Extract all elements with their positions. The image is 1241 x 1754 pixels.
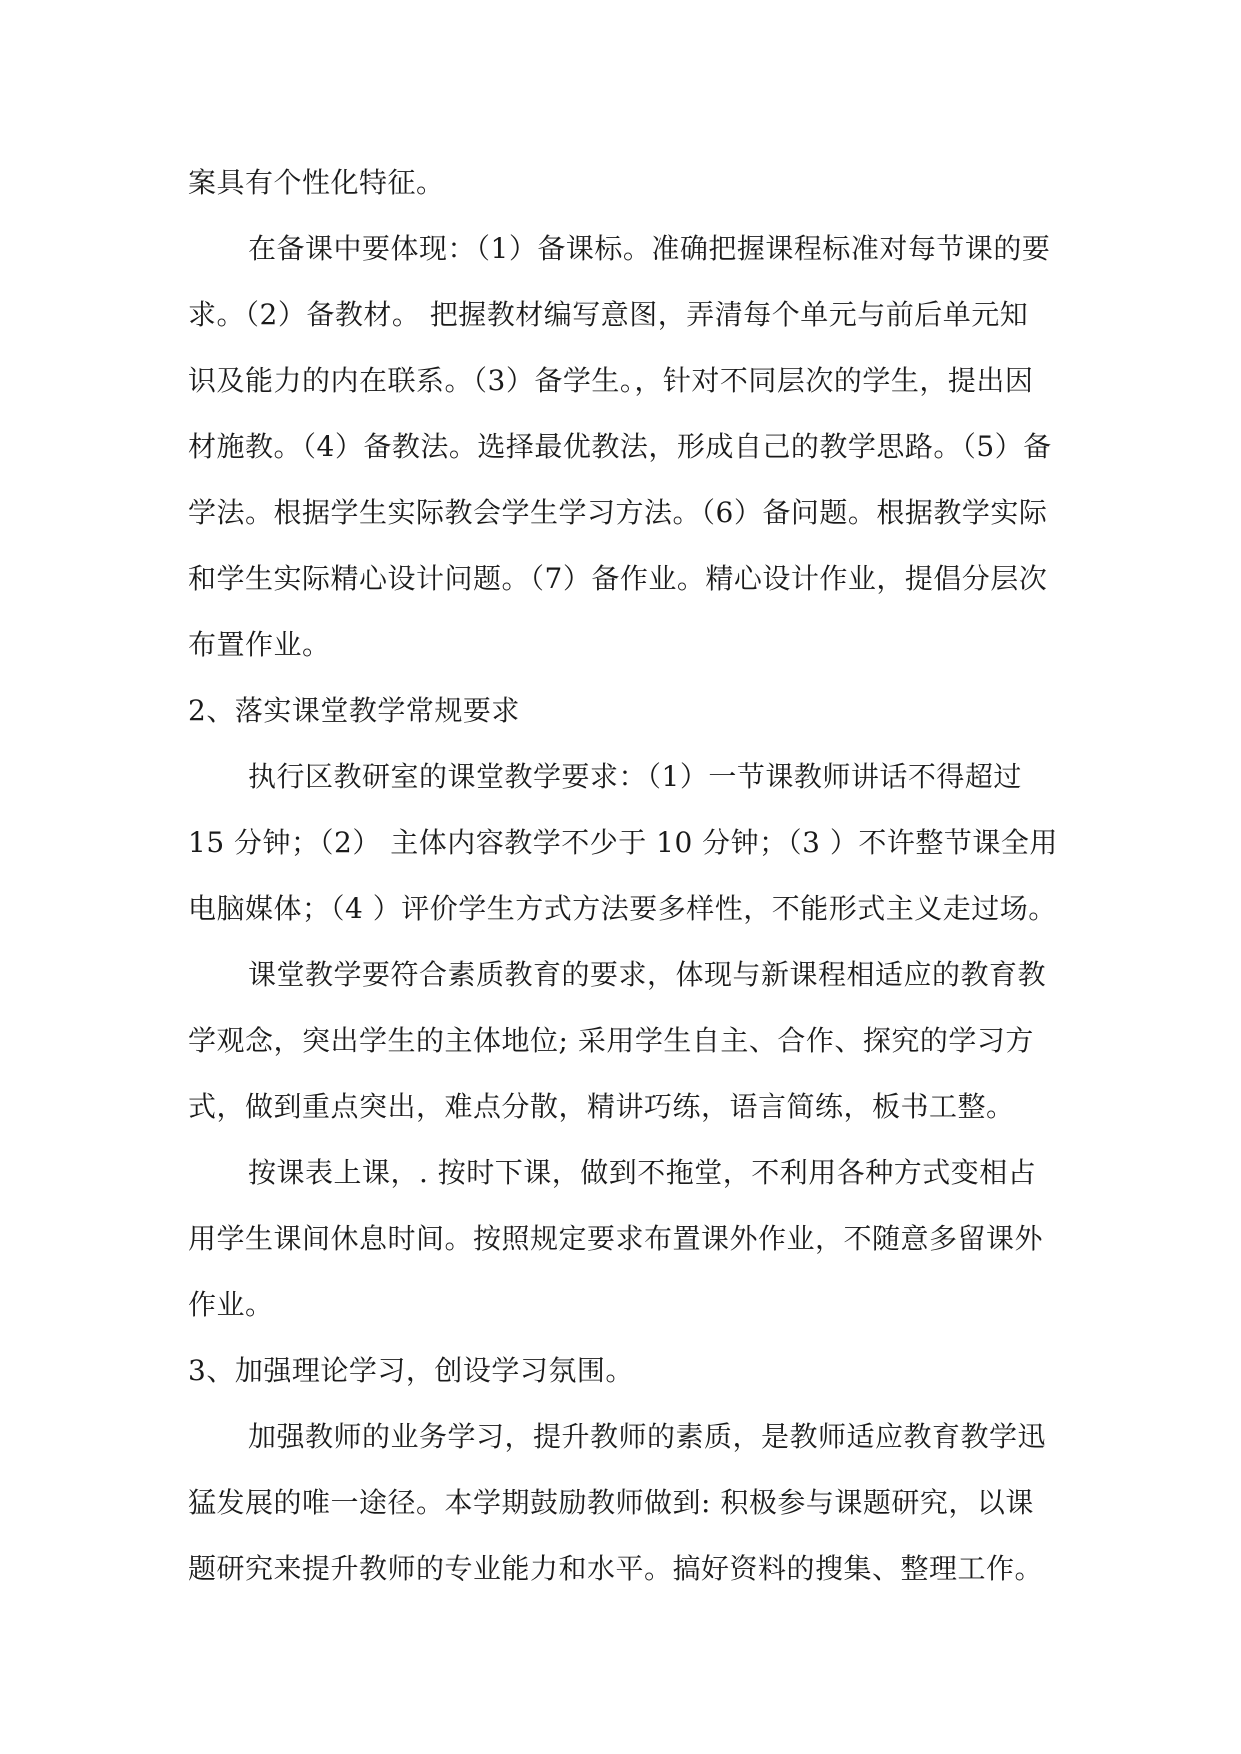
- text-line: 和学生实际精心设计问题。（7）备作业。精心设计作业，提倡分层次: [188, 562, 1048, 595]
- text-line: 在备课中要体现：（1）备课标。准确把握课程标准对每节课的要: [248, 232, 1051, 265]
- text-line: 案具有个性化特征。: [188, 166, 445, 199]
- text-line: 作业。: [188, 1288, 274, 1321]
- text-line: 用学生课间休息时间。按照规定要求布置课外作业，不随意多留课外: [188, 1222, 1044, 1255]
- text-line: 识及能力的内在联系。（3）备学生。，针对不同层次的学生，提出因: [188, 364, 1034, 397]
- text-line: 学法。根据学生实际教会学生学习方法。（6）备问题。根据教学实际: [188, 496, 1048, 529]
- document-body: [188, 150, 1058, 1602]
- text-line: 求。（2）备教材。 把握教材编写意图，弄清每个单元与前后单元知: [188, 298, 1029, 331]
- section-heading: 2、落实课堂教学常规要求: [188, 694, 520, 727]
- text-line: 15 分钟；（2） 主体内容教学不少于 10 分钟；（3 ）不许整节课全用: [188, 826, 1058, 859]
- text-line: 按课表上课，. 按时下课，做到不拖堂，不利用各种方式变相占: [248, 1156, 1037, 1189]
- text-line: 电脑媒体；（4 ）评价学生方式方法要多样性，不能形式主义走过场。: [188, 892, 1057, 925]
- text-line: 材施教。（4）备教法。选择最优教法，形成自己的教学思路。（5）备: [188, 430, 1052, 463]
- text-line: 学观念，突出学生的主体地位; 采用学生自主、合作、探究的学习方: [188, 1024, 1034, 1057]
- text-line: 布置作业。: [188, 628, 331, 661]
- text-line: 加强教师的业务学习，提升教师的素质，是教师适应教育教学迅: [248, 1420, 1047, 1453]
- text-line: 课堂教学要符合素质教育的要求，体现与新课程相适应的教育教: [248, 958, 1047, 991]
- text-line: 式，做到重点突出，难点分散，精讲巧练，语言简练，板书工整。: [188, 1090, 1015, 1123]
- text-line: 执行区教研室的课堂教学要求：（1）一节课教师讲话不得超过: [248, 760, 1022, 793]
- text-line: 题研究来提升教师的专业能力和水平。搞好资料的搜集、整理工作。: [188, 1552, 1044, 1585]
- text-line: 猛发展的唯一途径。本学期鼓励教师做到: 积极参与课题研究，以课: [188, 1486, 1034, 1519]
- section-heading: 3、加强理论学习，创设学习氛围。: [188, 1354, 634, 1387]
